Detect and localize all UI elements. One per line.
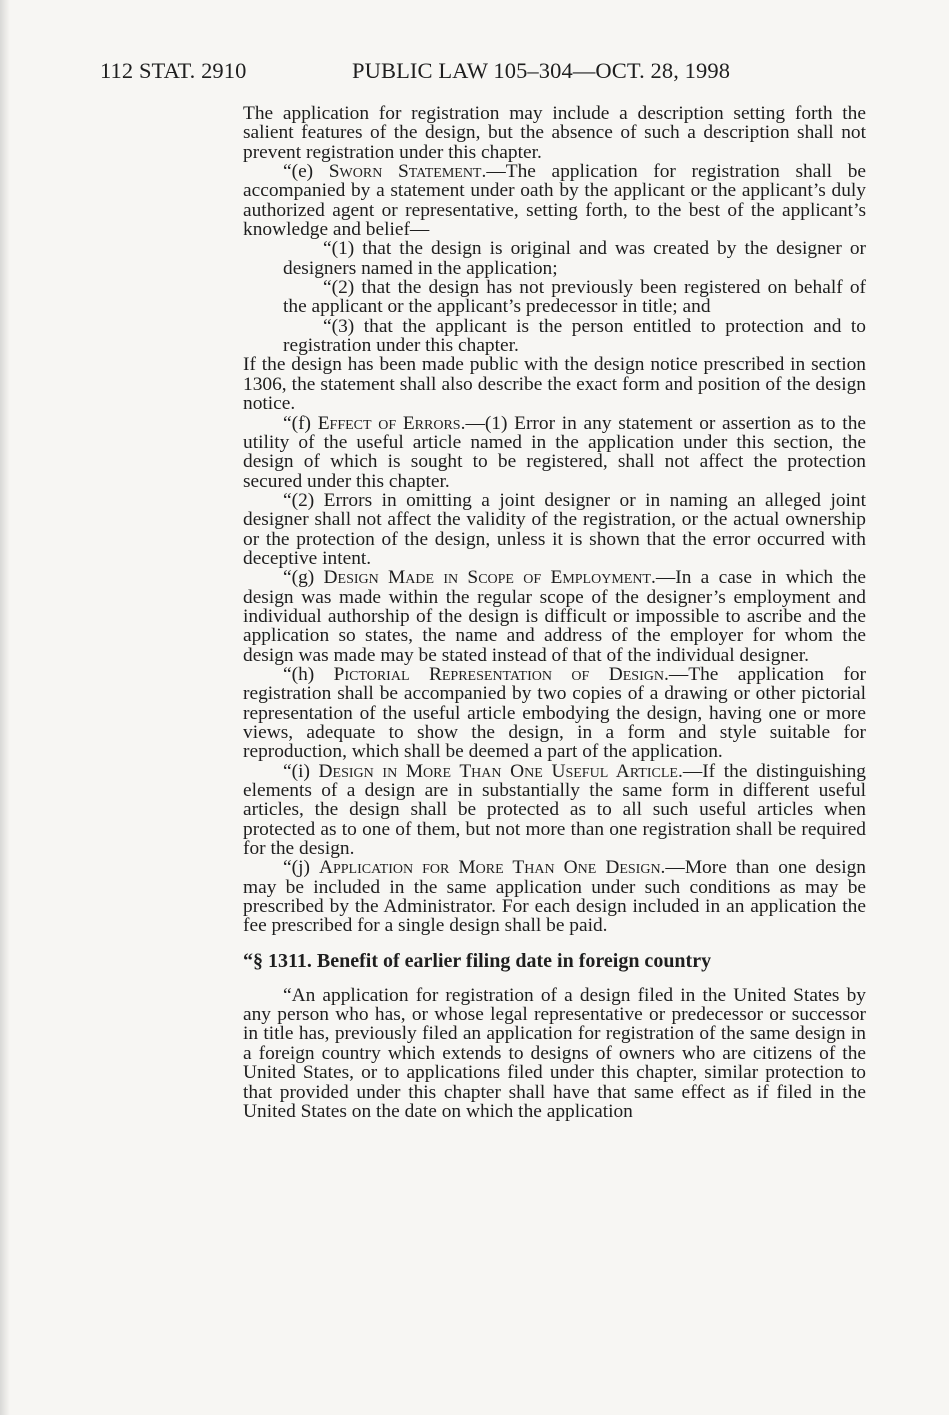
subsection-e-item-1: “(1) that the design is original and was created by the designer or designers named in the application; bbox=[283, 238, 866, 279]
statute-citation: 112 STAT. 2910 bbox=[100, 58, 247, 83]
subsection-g-title: Design Made in Scope of Employment. bbox=[323, 567, 656, 589]
subsection-e-text: —The application for registration shall be accompanied by a statement under oath by the applicant or the applicant’s duly authorized agent or representative, setting forth, to the best of the applicant’s knowledge and belief— bbox=[243, 161, 866, 241]
subsection-e-title: Sworn Statement. bbox=[328, 161, 487, 183]
subsection-f bbox=[243, 414, 866, 491]
subsection-e-closing: If the design has been made public with the design notice prescribed in section 1306, the statement shall also describe the exact form and position of the design notice. bbox=[243, 354, 866, 415]
subsection-h-title: Pictorial Representation of Design. bbox=[333, 663, 669, 685]
subsection-j-open: “(j) bbox=[283, 857, 319, 879]
subsection-e bbox=[243, 162, 866, 239]
scan-edge-shadow bbox=[0, 0, 10, 1415]
document-body bbox=[243, 104, 866, 1121]
subsection-h bbox=[243, 665, 866, 762]
subsection-j bbox=[243, 858, 866, 935]
paragraph-description: The application for registration may include a description setting forth the salient features of the design, but the absence of such a description shall not prevent registration under this chapter. bbox=[243, 103, 866, 163]
subsection-f-open: “(f) bbox=[283, 412, 318, 434]
subsection-h-text: —The application for registration shall be accompanied by two copies of a drawing or other pictorial representation of the useful article embodying the design, having one or more views, adequate to show the design, in a form and style suitable for reproduction, which shall be deemed a part of the application. bbox=[243, 663, 866, 763]
subsection-f-item-2: “(2) Errors in omitting a joint designer or in naming an alleged joint designer shall not affect the validity of the registration, or the actual ownership or the protection of the design, unless it is shown that the error occurred with deceptive intent. bbox=[243, 489, 866, 569]
section-1311-text: “An application for registration of a design filed in the United States by any person who has, or whose legal representative or predecessor or successor in title has, previously filed an application for registration of the same design in a foreign country which extends to designs of owners who are citizens of the United States, or to applications filed under this chapter, similar protection to that provided under this chapter shall have that same effect as if filed in the United States on the date on which the application bbox=[243, 984, 866, 1122]
subsection-g bbox=[243, 568, 866, 665]
section-1311-heading: “§ 1311. Benefit of earlier filing date in foreign country bbox=[243, 949, 712, 972]
subsection-e-item-2: “(2) that the design has not previously been registered on behalf of the applicant or the applicant’s predecessor in title; and bbox=[283, 277, 866, 318]
subsection-h-open: “(h) bbox=[283, 663, 334, 685]
subsection-e-open: “(e) bbox=[283, 161, 329, 183]
subsection-i-open: “(i) bbox=[283, 760, 319, 782]
subsection-f-text: —(1) Error in any statement or assertion as to the utility of the useful article named in the application under this section, the design of which is sought to be registered, shall not affect the protection secured under this chapter. bbox=[243, 412, 866, 492]
subsection-i bbox=[243, 762, 866, 859]
public-law-citation: PUBLIC LAW 105–304—OCT. 28, 1998 bbox=[352, 58, 731, 83]
subsection-i-text: —If the distinguishing elements of a design are in substantially the same form in different useful articles, the design shall be protected as to all such useful articles when protected as to one of them, but not more than one registration shall be required for the design. bbox=[243, 760, 866, 860]
subsection-g-text: —In a case in which the design was made within the regular scope of the designer’s employment and individual authorship of the design is difficult or impossible to ascribe and the application so states, the name and address of the employer for whom the design was made may be stated instead of that of the individual designer. bbox=[243, 567, 866, 666]
subsection-j-text: —More than one design may be included in the same application under such conditions as may be prescribed by the Administrator. For each design included in an application the fee prescribed for a single design shall be paid. bbox=[243, 857, 866, 937]
subsection-e-item-3: “(3) that the applicant is the person entitled to protection and to registration under this chapter. bbox=[283, 315, 866, 357]
subsection-i-title: Design in More Than One Useful Article. bbox=[318, 760, 683, 782]
subsection-j-title: Application for More Than One Design. bbox=[318, 857, 666, 879]
subsection-f-title: Effect of Errors. bbox=[317, 412, 466, 434]
subsection-g-open: “(g) bbox=[283, 567, 324, 589]
